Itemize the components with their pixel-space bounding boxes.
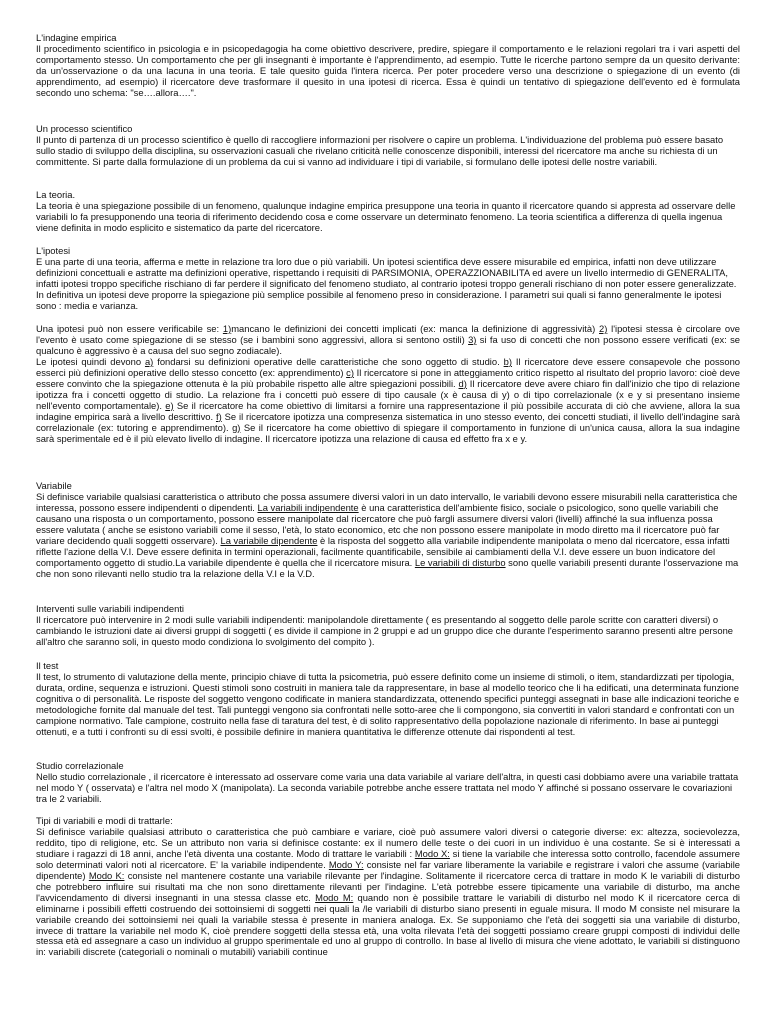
list-marker: f) — [215, 410, 222, 422]
section-body: Nello studio correlazionale , il ricercatore è interessato ad osservare come varia una data variabile al variare dell'altra, in questi casi dobbiamo avere una variabile trattata nel modo Y ( osservata) e l'altra nel modo X (manipolata). La seconda variabile potrebbe anche essere trattata nel modo Y affinché si possano osservare le covariazioni tra le 2 variabili. — [36, 770, 739, 804]
text-run: consiste nel far variare liberamente la variabile e registrare i valori che assume (variabile dipendente) — [36, 858, 740, 881]
term-modo-m: Modo M: — [315, 891, 354, 903]
term-variabili-disturbo: Le variabili di disturbo — [414, 556, 506, 568]
text-run: fondarsi su definizioni operative delle caratteristiche che sono oggetto di studio. — [153, 355, 504, 367]
list-marker: c) — [346, 366, 354, 378]
section-body: Il test, lo strumento di valutazione della mente, principio chiave di tutta la psicometria, può essere definito come un insieme di stimoli, o item, standardizzati per tipologia, durata, ordine, sequenza e istruzioni. Questi stimoli sono costruiti in maniera tale da rappresentare, in base al modello teorico che li ha edificati, una determinata funzione cognitiva o di personalità. Le risposte del soggetto vengono codificate in maniera standardizzata, ottenendo specifici punteggi assegnati in base alle indicazioni teoriche e metodologiche fornite dal manuale del test. Tali punteggi vengono sia confrontati nelle sotto-aree che li compongono, sia convertiti in valori standard e confrontati con un campione normativo. Tale campione, costruito nella fase di taratura del test, è di solito rappresentativo della popolazione nazionale di riferimento. In base ai punteggi ottenuti, e a tutti i confronti su di essi svolti, è possibile definire in maniera quantitativa le differenze ottenute dai rispondenti al test. — [36, 670, 740, 737]
section-body: Il procedimento scientifico in psicologia e in psicopedagogia ha come obiettivo descrivere, predire, spiegare il comportamento e le relazioni regolari tra i vari aspetti del comportamento stesso. Un comportamento che per gli insegnanti è importante è l'apprendimento, ad esempio. Tutte le ricerche partono sempre da un quesito derivante: da un'osservazione o da una lacuna in una teoria. E tale quesito guida l'intera ricerca. Per poter procedere verso una descrizione o spiegazione di un evento (di apprendimento, ad esempio) il ricercatore deve trasformare il quesito in una ipotesi di ricerca. Essa è quindi un tentativo di spiegazione dell'evento ed è formulata secondo uno schema: "se….allora….". — [36, 42, 740, 98]
text-run: Le ipotesi quindi devono — [36, 355, 145, 367]
text-run: l'ipotesi stessa è circolare ove l'evento è usato come spiegazione di se stesso (se i bambini sono aggressivi, allora si sentono ostili) — [36, 323, 740, 345]
term-modo-x: Modo X: — [414, 847, 450, 859]
list-marker: b) — [503, 355, 512, 367]
term-variabile-indipendente: La variabili indipendente — [257, 501, 359, 513]
text-run: Se il ricercatore ipotizza una compresenza sistematica in uno stesso evento, dei concetti studiati, il livello dell'indagine sarà correlazionale (ex: tutoring e apprendimento). — [36, 410, 740, 433]
section-tipi-variabili — [36, 816, 740, 958]
section-body: E una parte di una teoria, afferma e mette in relazione tra loro due o più variabili. Un ipotesi scientifica deve essere misurabile ed empirica, infatti non deve utilizzare definizioni concettuali e astratte ma definizioni operative, rispettando i requisiti di PARSIMONIA, OPERAZZIONABILITA ed avere un livello intermedio di GENERALITA, infatti ipotesi troppo specifiche rischiano di far perdere il significato del fenomeno studiato, al contrario ipotesi troppo generali rischiano di non poter essere generalizzate. In definitiva un ipotesi deve proporre la spiegazione più semplice possibile al fenomeno preso in considerazione. I parametri sui quali si fanno generalmente le ipotesi sono : media e varianza. — [36, 255, 737, 311]
section-variabile — [36, 481, 740, 580]
section-body: Il punto di partenza di un processo scientifico è quello di raccogliere informazioni per risolvere o capire un problema. L'individuazione del problema può essere basato sullo stadio di sviluppo della disciplina, su osservazioni casuali che rivelano criticità nelle conoscenze disponibili, interessi del ricercatore ma anche su richiesta di un committente. Si parte dalla formulazione di un problema da cui si vanno ad individuare i tipi di variabile, si formulano delle ipotesi delle nostre variabili. — [36, 133, 724, 167]
text-run: Il ricercatore deve avere chiaro fin dall'inizio che tipo di relazione ipotizza fra i concetti oggetto di studio. La relazione fra i concetti può essere di tipo causale (x è causa di y) o di tipo correlazionale (x e y si presentano insieme nell'evento comportamentale). — [36, 377, 740, 411]
section-studio-correlazionale — [36, 761, 740, 805]
text-run: quando non è possibile trattare le variabili di disturbo nel modo K il ricercatore cerca di eliminarne i possibili effetti costruendo dei sottoinsiemi di soggetti nei quali la /le variabili di disturbo siano presenti in eguale misura. Il modo M consiste nel misurare la variabile creando dei sottoinsiemi nei quali la variabile stessa è presente in maniera analoga. Ex. Se supponiamo che l'età dei soggetti sia una variabile di disturbo, invece di trattare la variabile nel modo K, cioè prendere soggetti della stessa età, una volta rilevata l'età dei soggetti possiamo creare gruppi composti di individui delle stessa età ed assegnare a caso un individuo al gruppo sperimentale ed uno al gruppo di controllo. In base al livello di misura che viene adottato, le variabili si distinguono in: variabili discrete (categoriali o nominali o mutabili) variabili continue — [36, 891, 740, 958]
text-run: è la risposta del soggetto alla variabile indipendente manipolata o meno dal ricercatore, essa infatti riflette l'azione della V.I. Deve essere definita in termini operazionali, facilmente quantificabile, sensibile ai cambiamenti della V.I. deve essere un buon indicatore del comportamento oggetto di studio.La variabile dipendente è quella che il ricercatore misura. — [36, 534, 730, 568]
section-ipotesi-verificabile — [36, 324, 740, 444]
section-title: L'indagine empirica — [36, 32, 117, 43]
text-run: mancano le definizioni dei concetti implicati (ex: manca la definizione di aggressività) — [231, 323, 599, 334]
section-body: La teoria è una spiegazione possibile di un fenomeno, qualunque indagine empirica presuppone una teoria in quanto il ricercatore quando si appresta ad osservare delle variabili lo fa presupponendo una teoria di riferimento decidendo cosa e come osservare un determinato fenomeno. La teoria scientifica a differenza di quella ingenua viene definita in modo esplicito e sistematico da parte del ricercatore. — [36, 199, 736, 233]
section-test — [36, 661, 740, 738]
section-body — [36, 492, 740, 580]
text-run: Il ricercatore deve essere consapevole che possono esserci più definizioni operative dello stesso concetto (ex: apprendimento) — [36, 355, 740, 378]
section-title: Interventi sulle variabili indipendenti — [36, 603, 185, 614]
verificabile-paragraph — [36, 324, 740, 357]
list-marker: 2) — [599, 323, 608, 334]
list-marker: a) — [144, 355, 154, 367]
section-processo-scientifico — [36, 124, 740, 168]
text-run: Una ipotesi può non essere verificabile se: — [36, 323, 223, 334]
list-marker: g) — [232, 421, 241, 433]
text-run: Si definisce variabile qualsiasi attributo o caratteristica che può cambiare e variare, cioè può assumere valori diversi o categorie diverse: ex: altezza, socievolezza, reddito, tipo di religione, etc. Se un attributo non varia si definisce costante: ex il numero delle teste o dei cuori in un individuo è una costante. Se si è interessati a studiare i ragazzi di 18 anni, anche l'età diventa una costante. Modo di trattare le variabili : — [36, 825, 740, 859]
section-title: Un processo scientifico — [36, 123, 133, 134]
requisiti-paragraph — [36, 357, 740, 445]
section-ipotesi — [36, 246, 740, 312]
section-title: La teoria. — [36, 189, 76, 200]
text-run: Si definisce variabile qualsiasi caratteristica o attributo che possa assumere diversi valori in un dato intervallo, le variabili devono essere misurabili nella caratteristica che interessa, possono essere indipendenti o dipendenti. — [36, 490, 738, 513]
text-run: Se il ricercatore ha come obiettivo di spiegare il comportamento in funzione di un'unica causa, allora la sua indagine sarà sperimentale ed è il più elevato livello di indagine. Il ricercatore ipotizza una relazione di causa ed effetto fra x e y. — [36, 421, 740, 444]
text-run: è una caratteristica dell'ambiente fisico, sociale o psicologico, sono quelle variabili che causano una risposta o un comportamento, possono essere manipolate dal ricercatore che può fargli assumere diversi valori (livelli) affinché la sua influenza possa essere valutata ( anche se esistono variabili come il sesso, l'età, lo stato economico, etc che non possono essere manipolate in modo diretto ma il ricercatore può far variare decidendo quali soggetti osservare). — [36, 501, 720, 546]
section-interventi — [36, 604, 740, 648]
section-body — [36, 827, 740, 958]
text-run: Se il ricercatore ha come obiettivo di limitarsi a fornire una rappresentazione il più possibile accurata di ciò che avviene, allora la sua indagine empirica sarà a livello descrittivo. — [36, 399, 740, 422]
text-run: si tiene la variabile che interessa sotto controllo, facendole assumere solo determinati valori noti al ricercatore. E' la variabile indipendente. — [36, 847, 740, 870]
section-title: Studio correlazionale — [36, 760, 124, 771]
text-run: consiste nel mantenere costante una variabile rilevante per l'indagine. Solitamente il ricercatore cerca di trattare in modo K le variabili di disturbo che potrebbero influire sui risultati ma che non sono direttamente rilevanti per l'indagine. L'età potrebbe essere tipicamente una variabile di disturbo, ma anche l'avvicendamento di diversi insegnanti in una stessa classe etc. — [36, 869, 740, 903]
term-variabile-dipendente: La variabile dipendente — [220, 534, 318, 546]
list-marker: d) — [458, 377, 467, 389]
section-body: Il ricercatore può intervenire in 2 modi sulle variabili indipendenti: manipolandole direttamente ( es presentando al soggetto delle parole scritte con caratteri diversi) o cambiando le istruzioni date ai diversi gruppi di soggetti ( es divide il campione in 2 gruppi e ad un gruppo dice che durante l'esperimento saranno presenti altre persone all'altro che saranno soli, in questo modo condiziona lo svolgimento del compito ). — [36, 613, 733, 647]
term-modo-k: Modo K: — [88, 869, 125, 881]
list-marker: e) — [165, 399, 174, 411]
section-teoria — [36, 190, 740, 234]
text-run: sono quelle variabili presenti durante l'osservazione ma che non sono rilevanti nello studio tra la relazione della V.I e la V.D. — [36, 556, 739, 579]
list-marker: 3) — [468, 333, 477, 345]
section-title: L'ipotesi — [36, 245, 71, 256]
list-marker: 1) — [222, 323, 232, 334]
section-title: Variabile — [36, 480, 72, 491]
text-run: Il ricercatore si pone in atteggiamento critico rispetto al risultato del proprio lavoro: cioè deve essere convinto che la spiegazione ottenuta è la più probabile rispetto alle altre spiegazioni possibili. — [36, 366, 740, 389]
text-run: si fa uso di concetti che non possono essere verificati (ex: se qualcuno è aggressivo è a causa del suo segno zodiacale). — [36, 333, 740, 356]
term-modo-y: Modo Y: — [328, 858, 364, 870]
section-title: Il test — [36, 660, 59, 671]
section-indagine-empirica — [36, 33, 740, 99]
section-title: Tipi di variabili e modi di trattarle: — [36, 815, 173, 826]
